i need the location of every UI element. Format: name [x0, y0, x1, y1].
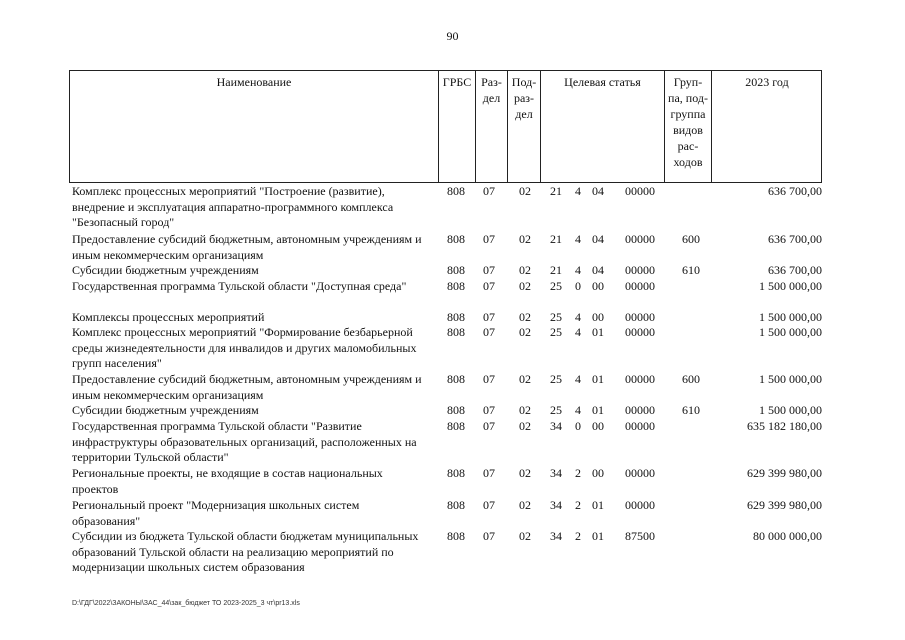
razdel-cell: 07: [483, 184, 495, 198]
podrazdel-cell: 02: [519, 232, 531, 246]
expense-type-cell: 610: [682, 263, 700, 277]
grbs-cell: 808: [447, 325, 465, 339]
razdel-cell: 07: [483, 310, 495, 324]
target-direction-cell: 00000: [625, 263, 655, 277]
podrazdel-cell: 02: [519, 466, 531, 480]
header-podrazdel: Под- раз- дел: [511, 75, 537, 121]
amount-cell: 1 500 000,00: [759, 310, 822, 324]
amount-cell: 1 500 000,00: [759, 279, 822, 293]
target-subprogram-cell: 2: [575, 529, 581, 543]
podrazdel-cell: 02: [519, 325, 531, 339]
row-name: Государственная программа Тульской области "Развитие инфраструктуры образовательных организаций, расположенных на территории Тульской области": [72, 419, 417, 464]
razdel-cell: 07: [483, 325, 495, 339]
target-subprogram-cell: 0: [575, 279, 581, 293]
target-subprogram-cell: 2: [575, 498, 581, 512]
grbs-cell: 808: [447, 263, 465, 277]
grbs-cell: 808: [447, 279, 465, 293]
target-subprogram-cell: 4: [575, 372, 581, 386]
target-program-cell: 25: [550, 325, 562, 339]
target-direction-cell: 00000: [625, 325, 655, 339]
target-subprogram-cell: 2: [575, 466, 581, 480]
target-program-cell: 34: [550, 498, 562, 512]
target-program-cell: 34: [550, 466, 562, 480]
header-grbs: ГРБС: [442, 75, 472, 89]
header-target-article: Целевая статья: [564, 75, 641, 89]
target-direction-cell: 00000: [625, 310, 655, 324]
podrazdel-cell: 02: [519, 419, 531, 433]
target-subprogram-cell: 4: [575, 310, 581, 324]
target-direction-cell: 00000: [625, 184, 655, 198]
grbs-cell: 808: [447, 466, 465, 480]
row-name: Субсидии бюджетным учреждениям: [72, 403, 259, 417]
grbs-cell: 808: [447, 372, 465, 386]
target-event-cell: 01: [592, 498, 604, 512]
target-event-cell: 01: [592, 372, 604, 386]
razdel-cell: 07: [483, 403, 495, 417]
target-program-cell: 21: [550, 263, 562, 277]
amount-cell: 629 399 980,00: [747, 466, 822, 480]
target-program-cell: 21: [550, 232, 562, 246]
target-program-cell: 25: [550, 403, 562, 417]
razdel-cell: 07: [483, 279, 495, 293]
target-program-cell: 25: [550, 372, 562, 386]
amount-cell: 635 182 180,00: [747, 419, 822, 433]
expense-type-cell: 600: [682, 232, 700, 246]
podrazdel-cell: 02: [519, 279, 531, 293]
expense-type-cell: 600: [682, 372, 700, 386]
header-expense-group: Груп- па, под- группа видов рас- ходов: [668, 75, 708, 169]
podrazdel-cell: 02: [519, 529, 531, 543]
target-event-cell: 01: [592, 403, 604, 417]
podrazdel-cell: 02: [519, 498, 531, 512]
target-subprogram-cell: 4: [575, 325, 581, 339]
amount-cell: 1 500 000,00: [759, 403, 822, 417]
target-direction-cell: 00000: [625, 498, 655, 512]
grbs-cell: 808: [447, 232, 465, 246]
header-razdel: Раз- дел: [481, 75, 502, 105]
target-event-cell: 00: [592, 310, 604, 324]
razdel-cell: 07: [483, 466, 495, 480]
amount-cell: 629 399 980,00: [747, 498, 822, 512]
row-name: Региональный проект "Модернизация школьных систем образования": [72, 498, 360, 528]
target-direction-cell: 00000: [625, 232, 655, 246]
row-name: Субсидии бюджетным учреждениям: [72, 263, 259, 277]
amount-cell: 636 700,00: [768, 184, 822, 198]
target-subprogram-cell: 4: [575, 232, 581, 246]
row-name: Субсидии из бюджета Тульской области бюджетам муниципальных образований Тульской области на реализацию мероприятий по модернизации школьных систем образования: [72, 529, 419, 574]
grbs-cell: 808: [447, 529, 465, 543]
row-name: Комплексы процессных мероприятий: [72, 310, 265, 324]
podrazdel-cell: 02: [519, 403, 531, 417]
target-event-cell: 01: [592, 529, 604, 543]
amount-cell: 636 700,00: [768, 263, 822, 277]
target-program-cell: 34: [550, 419, 562, 433]
grbs-cell: 808: [447, 403, 465, 417]
grbs-cell: 808: [447, 419, 465, 433]
grbs-cell: 808: [447, 498, 465, 512]
grbs-cell: 808: [447, 184, 465, 198]
header-year: 2023 год: [745, 75, 789, 89]
target-event-cell: 04: [592, 263, 604, 277]
target-program-cell: 34: [550, 529, 562, 543]
grbs-cell: 808: [447, 310, 465, 324]
amount-cell: 1 500 000,00: [759, 325, 822, 339]
razdel-cell: 07: [483, 419, 495, 433]
row-name: Комплекс процессных мероприятий "Формирование безбарьерной среды жизнедеятельности для инвалидов и других маломобильных групп населения": [72, 325, 417, 370]
row-name: Комплекс процессных мероприятий "Построение (развитие), внедрение и эксплуатация аппаратно-программного комплекса "Безопасный город": [72, 184, 394, 229]
target-direction-cell: 00000: [625, 403, 655, 417]
target-event-cell: 01: [592, 325, 604, 339]
target-program-cell: 21: [550, 184, 562, 198]
header-name: Наименование: [216, 75, 292, 89]
razdel-cell: 07: [483, 529, 495, 543]
amount-cell: 80 000 000,00: [753, 529, 822, 543]
target-direction-cell: 00000: [625, 372, 655, 386]
target-subprogram-cell: 4: [575, 184, 581, 198]
target-direction-cell: 00000: [625, 419, 655, 433]
razdel-cell: 07: [483, 498, 495, 512]
target-program-cell: 25: [550, 310, 562, 324]
target-subprogram-cell: 4: [575, 263, 581, 277]
podrazdel-cell: 02: [519, 263, 531, 277]
row-name: Региональные проекты, не входящие в состав национальных проектов: [72, 466, 383, 496]
row-name: Предоставление субсидий бюджетным, автономным учреждениям и иным некоммерческим организациям: [72, 232, 422, 262]
target-subprogram-cell: 0: [575, 419, 581, 433]
table-header: [69, 70, 822, 183]
target-direction-cell: 87500: [625, 529, 655, 543]
target-direction-cell: 00000: [625, 466, 655, 480]
expense-type-cell: 610: [682, 403, 700, 417]
target-direction-cell: 00000: [625, 279, 655, 293]
amount-cell: 1 500 000,00: [759, 372, 822, 386]
target-event-cell: 04: [592, 184, 604, 198]
razdel-cell: 07: [483, 232, 495, 246]
podrazdel-cell: 02: [519, 372, 531, 386]
podrazdel-cell: 02: [519, 184, 531, 198]
amount-cell: 636 700,00: [768, 232, 822, 246]
target-event-cell: 00: [592, 279, 604, 293]
target-event-cell: 00: [592, 419, 604, 433]
page-number: 90: [446, 29, 459, 43]
target-program-cell: 25: [550, 279, 562, 293]
podrazdel-cell: 02: [519, 310, 531, 324]
razdel-cell: 07: [483, 372, 495, 386]
target-event-cell: 00: [592, 466, 604, 480]
file-path-footer: D:\ГДГ\2022\ЗАКОНЫ\ЗАС_44\зак_бюджет ТО 2023-2025_3 чт\pr13.xls: [72, 600, 300, 607]
razdel-cell: 07: [483, 263, 495, 277]
target-subprogram-cell: 4: [575, 403, 581, 417]
row-name: Предоставление субсидий бюджетным, автономным учреждениям и иным некоммерческим организациям: [72, 372, 422, 402]
target-event-cell: 04: [592, 232, 604, 246]
row-name: Государственная программа Тульской области "Доступная среда": [72, 279, 407, 293]
